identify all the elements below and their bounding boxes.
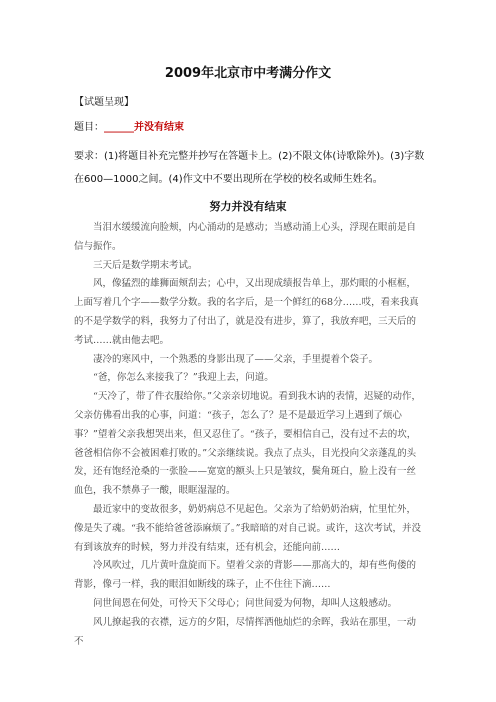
topic-line [74, 118, 184, 133]
topic-prefix: 题目： [74, 122, 104, 133]
requirements-text: 要求：(1)将题目补充完整并抄写在答题卡上。(2)不限文体(诗歌除外)。(3)字数在600—1000之间。(4)作文中不要出现所在学校的校名或师生姓名。 [74, 151, 425, 185]
paragraph: 风儿撩起我的衣襟，远方的夕阳，尽情挥洒他灿烂的余晖，我站在那里，一动不 [74, 616, 417, 647]
paragraph: 三天后是数学期末考试。 [93, 259, 198, 271]
essay-body [74, 219, 424, 651]
essay-title: 努力并没有结束 [209, 200, 287, 213]
paragraph: 冷风吹过，几片黄叶盘旋而下。望着父亲的背影——那高大的，却有些佝偻的背影，像弓一样，我的眼泪如断线的珠子，止不住往下滴…… [74, 560, 417, 591]
paragraph: “爸，你怎么来接我了？”我迎上去，问道。 [93, 372, 274, 384]
paragraph: 问世间恩在何处，可怜天下父母心；问世间爱为何物，却叫人这般感动。 [93, 597, 398, 609]
paragraph: 风，像猛烈的雄狮面颊刮去；心中，又出现成绩报告单上，那灼眼的小框框，上面写着几个字——数学分数。我的名字后，是一个鲜红的68分……哎，看来我真的不是学数学的料，我努力了付出了，就是没有进步，算了，我放弃吧，三天后的考试……就由他去吧。 [74, 278, 419, 346]
paragraph: 当泪水缓缓流向脸颊，内心涌动的是感动；当感动涌上心头，浮现在眼前是自信与振作。 [74, 222, 417, 252]
paragraph: 最近家中的变故很多，奶奶病总不见起色。父亲为了给奶奶治病，忙里忙外，像是失了魂。“我不能给爸爸添麻烦了。”我暗暗的对自己说。或许，这次考试，并没有到该放弃的时候，努力并没有结束，还有机会，还能向前…… [74, 503, 421, 553]
document-title: 2009年北京市中考满分作文 [164, 66, 332, 81]
paragraph: 凄冷的寒风中，一个熟悉的身影出现了——父亲，手里提着个袋子。 [93, 353, 379, 365]
topic-blank: ______并没有结束 [104, 122, 184, 133]
paragraph: “天冷了，带了件衣服给你。”父亲亲切地说。看到我木讷的表情，迟疑的动作，父亲仿佛看出我的心事，问道：“孩子，怎么了？是不是最近学习上遇到了烦心事？”望着父亲我想哭出来，但又忍住了。“孩子，要相信自己，没有过不去的坎，爸爸相信你不会被困难打败的。”父亲继续说。我点了点头，目光投向父亲蓬乱的头发，还有饱经沧桑的一张脸——宽宽的额头上只是皱纹，鬓角斑白，脸上没有一丝血色，我不禁鼻子一酸，眼眶湿湿的。 [74, 391, 421, 497]
section-label: 【试题呈现】 [74, 97, 134, 108]
